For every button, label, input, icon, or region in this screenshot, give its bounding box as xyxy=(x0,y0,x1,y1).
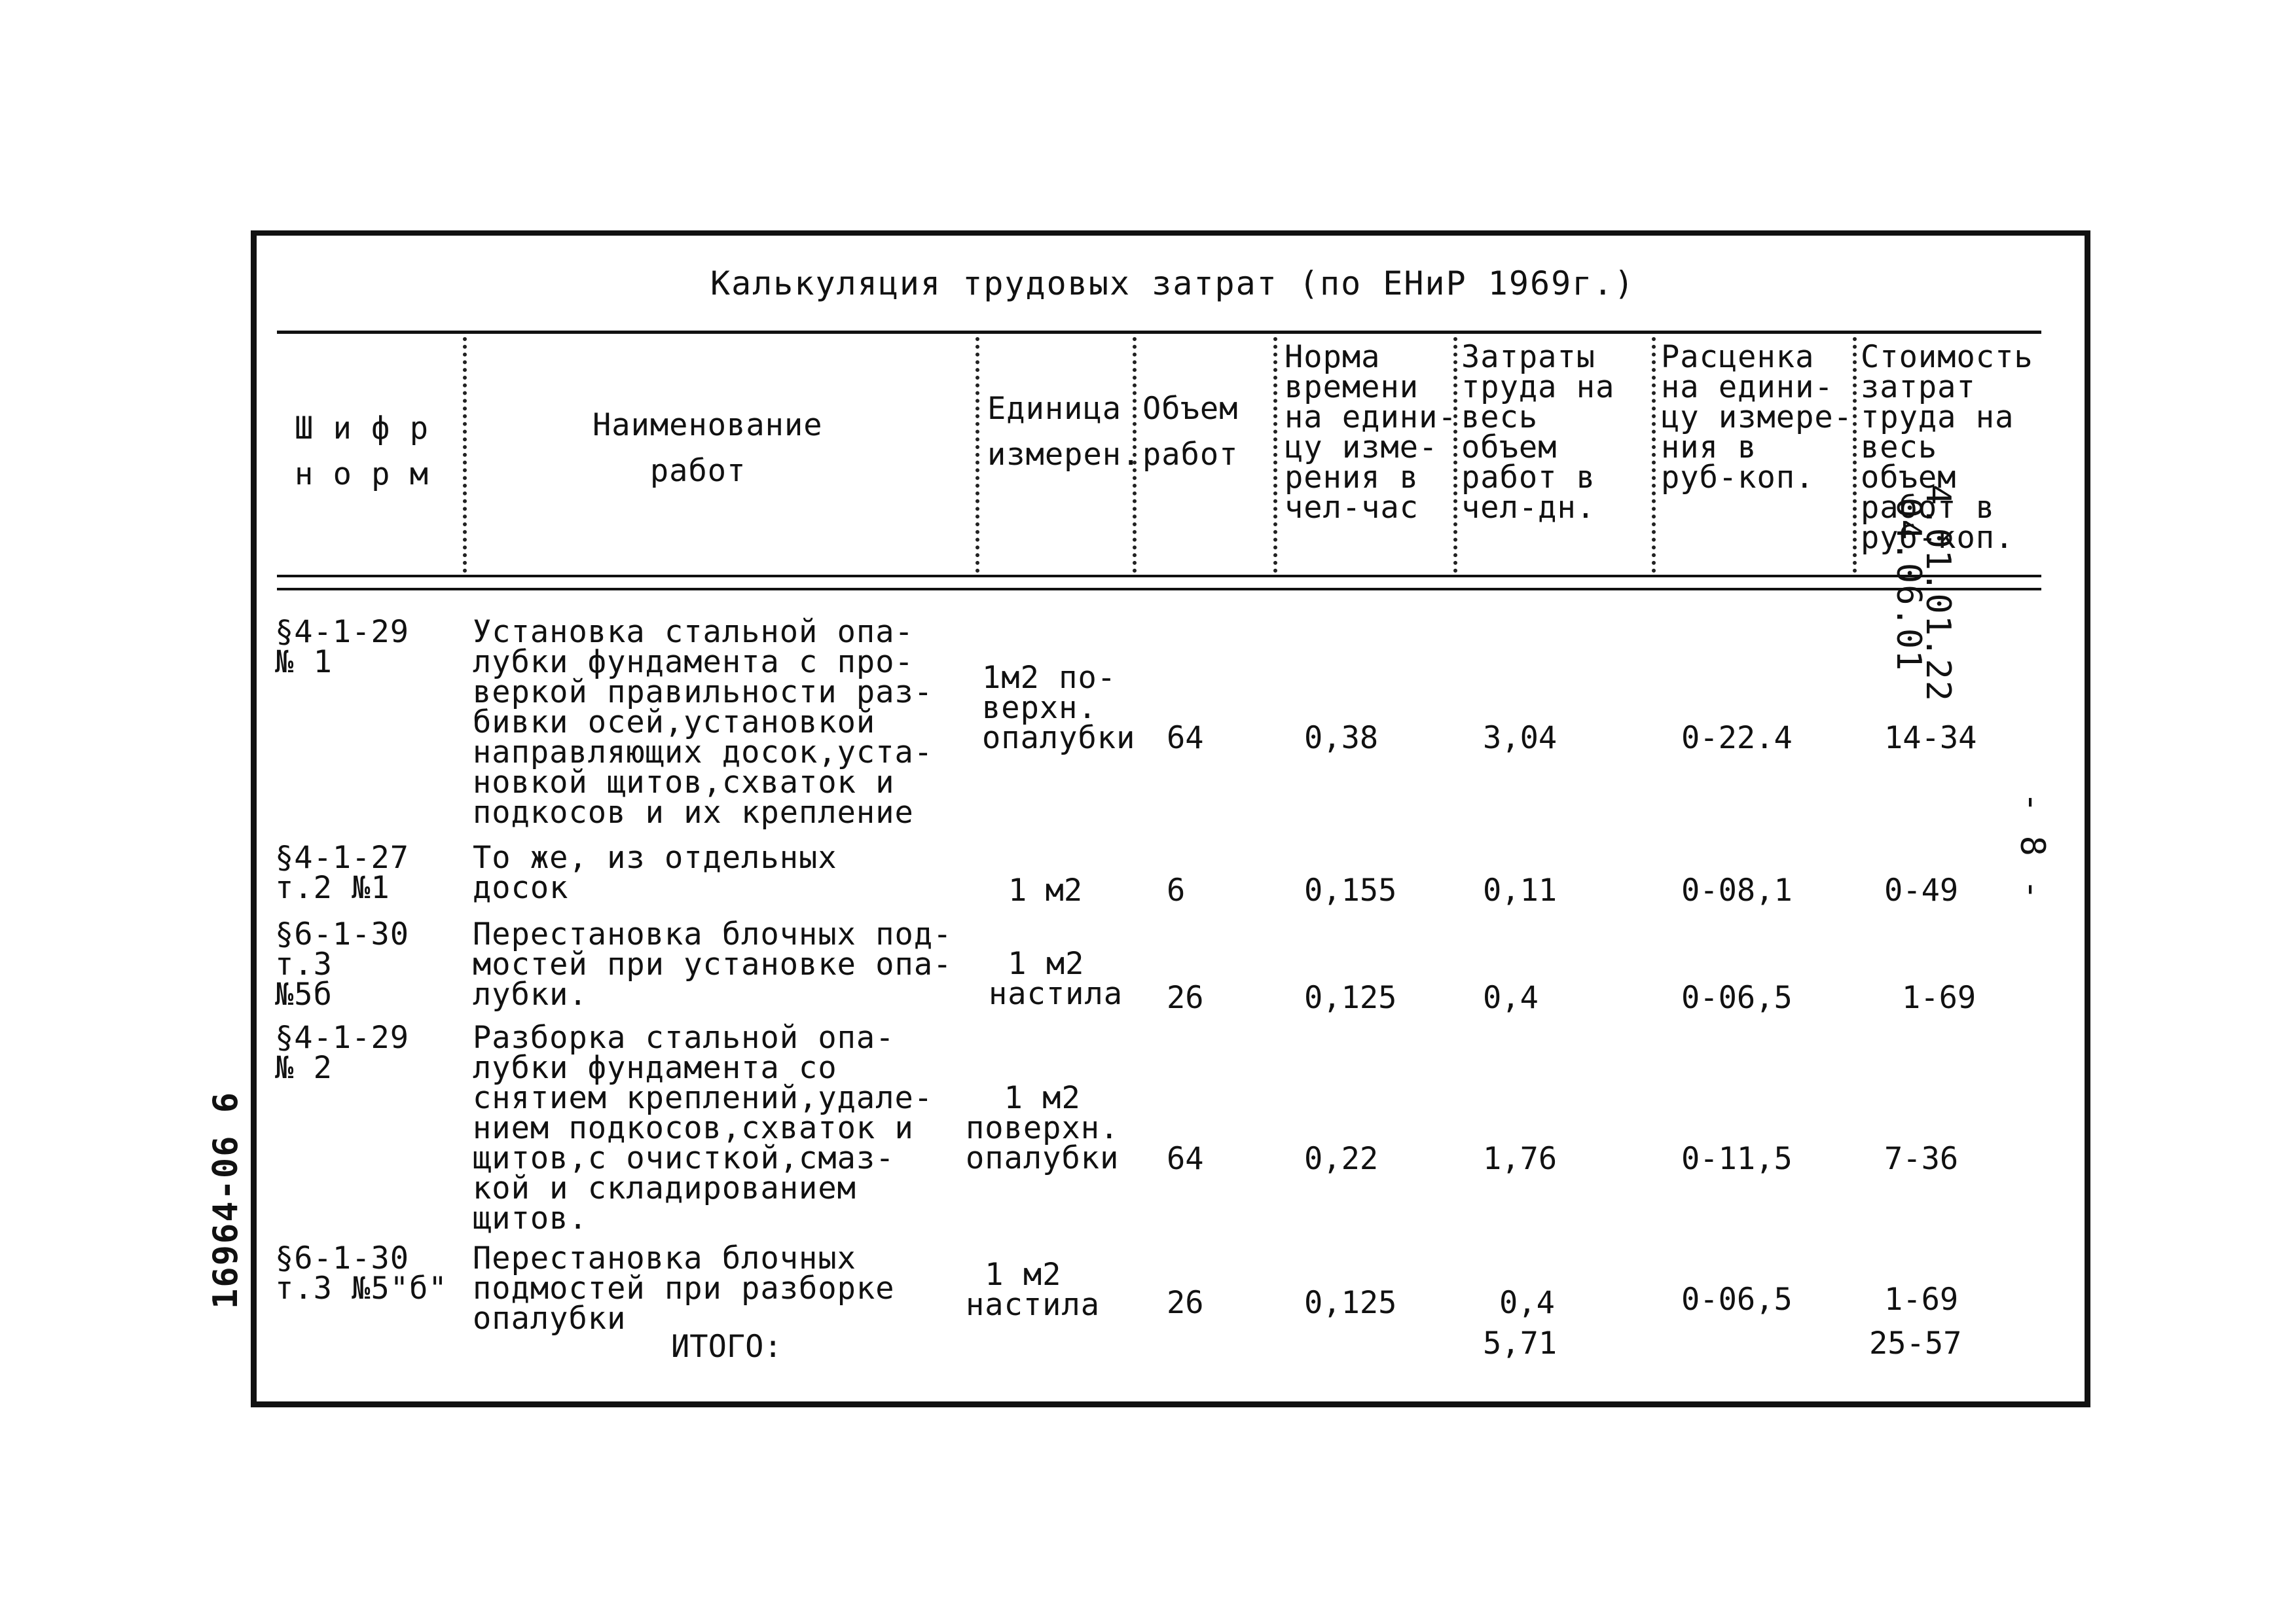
row-1-volume: 64 xyxy=(1167,720,1204,756)
page-marker: - 8 - xyxy=(2013,792,2052,901)
row-2-cost: 0-49 xyxy=(1884,873,1959,909)
row-1-rate: 0-22.4 xyxy=(1681,720,1793,756)
header-name: Наименование работ xyxy=(592,407,823,489)
row-4-rate: 0-11,5 xyxy=(1681,1141,1793,1177)
row-3-unit: 1 м2 настила xyxy=(989,946,1123,1012)
row-1-unit: 1м2 по- верхн. опалубки xyxy=(982,660,1136,756)
row-2-code: §4-1-27 т.2 №1 xyxy=(275,840,410,906)
header-code: Ш и ф р н о р м xyxy=(295,410,429,492)
row-5-code: §6-1-30 т.3 №5"б" xyxy=(275,1240,448,1307)
total-labor: 5,71 xyxy=(1483,1326,1558,1362)
row-4-name: Разборка стальной опа- лубки фундамента со снятием креплений,удале- нием подкосов,схваток и щитов,с очисткой,смаз- кой и складированием щитов. xyxy=(473,1020,934,1236)
row-2-name: То же, из отдельных досок xyxy=(473,840,837,906)
row-4-labor: 1,76 xyxy=(1483,1141,1558,1177)
doc-code-right-2: 04.06.01 xyxy=(1889,497,1928,672)
header-separator xyxy=(1652,337,1660,573)
total-cost: 25-57 xyxy=(1869,1326,1962,1362)
left-code: 16964-06 6 xyxy=(206,1091,246,1309)
row-1-norm: 0,38 xyxy=(1304,720,1379,756)
row-1-name: Установка стальной опа- лубки фундамента с про- веркой правильности раз- бивки осей,установкой направляющих досок,уста- новкой щитов,схваток и подкосов и их крепление xyxy=(473,614,934,831)
header-bottom-rule-1 xyxy=(277,575,2041,577)
row-4-unit: 1 м2 поверхн. опалубки xyxy=(966,1080,1120,1176)
row-5-cost: 1-69 xyxy=(1884,1282,1959,1318)
header-top-rule xyxy=(277,331,2041,334)
row-3-cost: 1-69 xyxy=(1902,980,1977,1016)
header-separator xyxy=(975,337,983,573)
header-separator xyxy=(1273,337,1281,573)
header-bottom-rule-2 xyxy=(277,588,2041,590)
header-separator xyxy=(463,337,471,573)
row-2-labor: 0,11 xyxy=(1483,873,1558,909)
row-1-labor: 3,04 xyxy=(1483,720,1558,756)
header-cost: Стоимость затрат труда на весь объем работ в руб-коп. xyxy=(1861,339,2033,556)
header-rate: Расценка на едини- цу измере- ния в руб-коп. xyxy=(1661,339,1853,496)
row-4-code: §4-1-29 № 2 xyxy=(275,1020,410,1086)
row-2-norm: 0,155 xyxy=(1304,873,1397,909)
header-norm: Норма времени на едини- цу изме- рения в чел-час xyxy=(1285,339,1457,526)
row-5-unit: 1 м2 настила xyxy=(966,1257,1101,1323)
header-labor: Затраты труда на весь объем работ в чел-дн. xyxy=(1461,339,1615,526)
row-3-volume: 26 xyxy=(1167,980,1204,1016)
header-volume: Объем работ xyxy=(1142,391,1239,473)
header-unit: Единица измерен. xyxy=(987,391,1141,473)
total-label: ИТОГО: xyxy=(671,1329,782,1365)
row-5-name: Перестановка блочных подмостей при разборке опалубки xyxy=(473,1240,895,1337)
row-4-norm: 0,22 xyxy=(1304,1141,1379,1177)
row-3-norm: 0,125 xyxy=(1304,980,1397,1016)
row-4-cost: 7-36 xyxy=(1884,1141,1959,1177)
row-1-code: §4-1-29 № 1 xyxy=(275,614,410,680)
row-2-rate: 0-08,1 xyxy=(1681,873,1793,909)
row-5-rate: 0-06,5 xyxy=(1681,1282,1793,1318)
row-2-unit: 1 м2 xyxy=(1008,873,1083,909)
row-4-volume: 64 xyxy=(1167,1141,1204,1177)
doc-code-right: 4.01.01.22 xyxy=(1918,484,1958,703)
row-3-rate: 0-06,5 xyxy=(1681,980,1793,1016)
row-3-code: §6-1-30 т.3 №5б xyxy=(275,916,410,1013)
row-3-name: Перестановка блочных под- мостей при установке опа- лубки. xyxy=(473,916,953,1013)
row-5-volume: 26 xyxy=(1167,1285,1204,1321)
table-title: Калькуляция трудовых затрат (по ЕНиР 1969г.) xyxy=(710,264,1635,302)
row-2-volume: 6 xyxy=(1167,873,1186,909)
row-1-cost: 14-34 xyxy=(1884,720,1977,756)
row-3-labor: 0,4 xyxy=(1483,980,1539,1016)
row-5-labor: 0,4 xyxy=(1499,1285,1555,1321)
header-separator xyxy=(1853,337,1861,573)
row-5-norm: 0,125 xyxy=(1304,1285,1397,1321)
